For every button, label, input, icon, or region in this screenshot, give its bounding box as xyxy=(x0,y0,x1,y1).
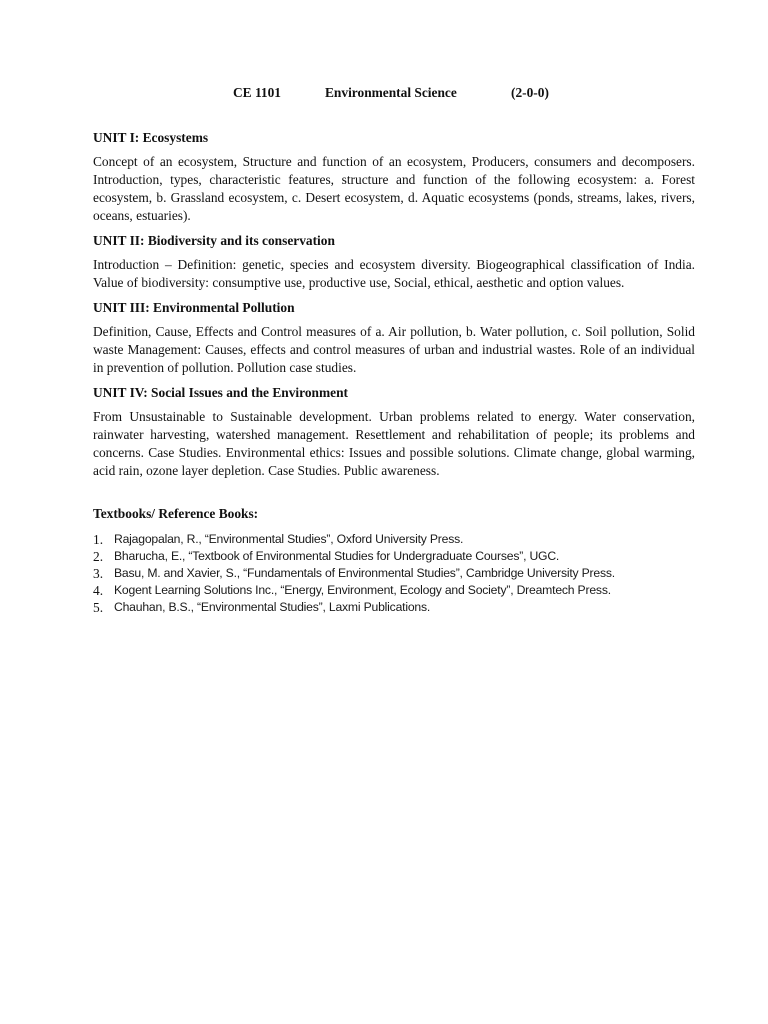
textbook-number: 1. xyxy=(93,532,104,547)
textbook-number: 2. xyxy=(93,549,104,564)
syllabus-page xyxy=(93,84,695,616)
textbooks-title: Textbooks/ Reference Books: xyxy=(93,506,259,521)
textbook-item xyxy=(93,599,695,616)
course-code: CE 1101 xyxy=(233,85,281,100)
textbook-number: 3. xyxy=(93,566,104,581)
textbooks-list xyxy=(93,531,695,616)
course-name: Environmental Science xyxy=(325,85,457,100)
unit-3-body: Definition, Cause, Effects and Control measures of a. Air pollution, b. Water pollution, c. Soil pollution, Solid waste Management: Causes, effects and control measures of urban and industrial wastes. Role of an individual in prevention of pollution. Pollution case studies. xyxy=(93,324,695,375)
textbook-number: 5. xyxy=(93,600,104,615)
textbook-item xyxy=(93,531,695,548)
unit-1-title: UNIT I: Ecosystems xyxy=(93,130,209,145)
unit-2-body: Introduction – Definition: genetic, species and ecosystem diversity. Biogeographical classification of India. Value of biodiversity: consumptive use, productive use, Social, ethical, aesthetic and option values. xyxy=(93,257,695,290)
textbook-item xyxy=(93,548,695,565)
unit-4-title: UNIT IV: Social Issues and the Environment xyxy=(93,385,348,400)
unit-1-body: Concept of an ecosystem, Structure and function of an ecosystem, Producers, consumers and decomposers. Introduction, types, characteristic features, structure and function of the following ecosystem: a. Forest ecosystem, b. Grassland ecosystem, c. Desert ecosystem, d. Aquatic ecosystems (ponds, streams, lakes, rivers, oceans, estuaries). xyxy=(93,154,695,223)
unit-4-body: From Unsustainable to Sustainable development. Urban problems related to energy. Water conservation, rainwater harvesting, watershed management. Resettlement and rehabilitation of people; its problems and concerns. Case Studies. Environmental ethics: Issues and possible solutions. Climate change, global warming, acid rain, ozone layer depletion. Case Studies. Public awareness. xyxy=(93,409,695,478)
course-header xyxy=(233,84,695,102)
textbook-item xyxy=(93,565,695,582)
textbook-text: Bharucha, E., “Textbook of Environmental Studies for Undergraduate Courses”, UGC. xyxy=(114,549,560,563)
unit-2-title: UNIT II: Biodiversity and its conservation xyxy=(93,233,335,248)
textbook-text: Chauhan, B.S., “Environmental Studies”, Laxmi Publications. xyxy=(114,600,431,614)
course-credits: (2-0-0) xyxy=(511,85,549,100)
textbook-text: Kogent Learning Solutions Inc., “Energy, Environment, Ecology and Society”, Dreamtech Press. xyxy=(114,583,611,597)
unit-3-title: UNIT III: Environmental Pollution xyxy=(93,300,295,315)
textbook-number: 4. xyxy=(93,583,104,598)
textbook-text: Rajagopalan, R., “Environmental Studies”, Oxford University Press. xyxy=(114,532,464,546)
textbook-text: Basu, M. and Xavier, S., “Fundamentals of Environmental Studies”, Cambridge University Press. xyxy=(114,566,615,580)
textbook-item xyxy=(93,582,695,599)
